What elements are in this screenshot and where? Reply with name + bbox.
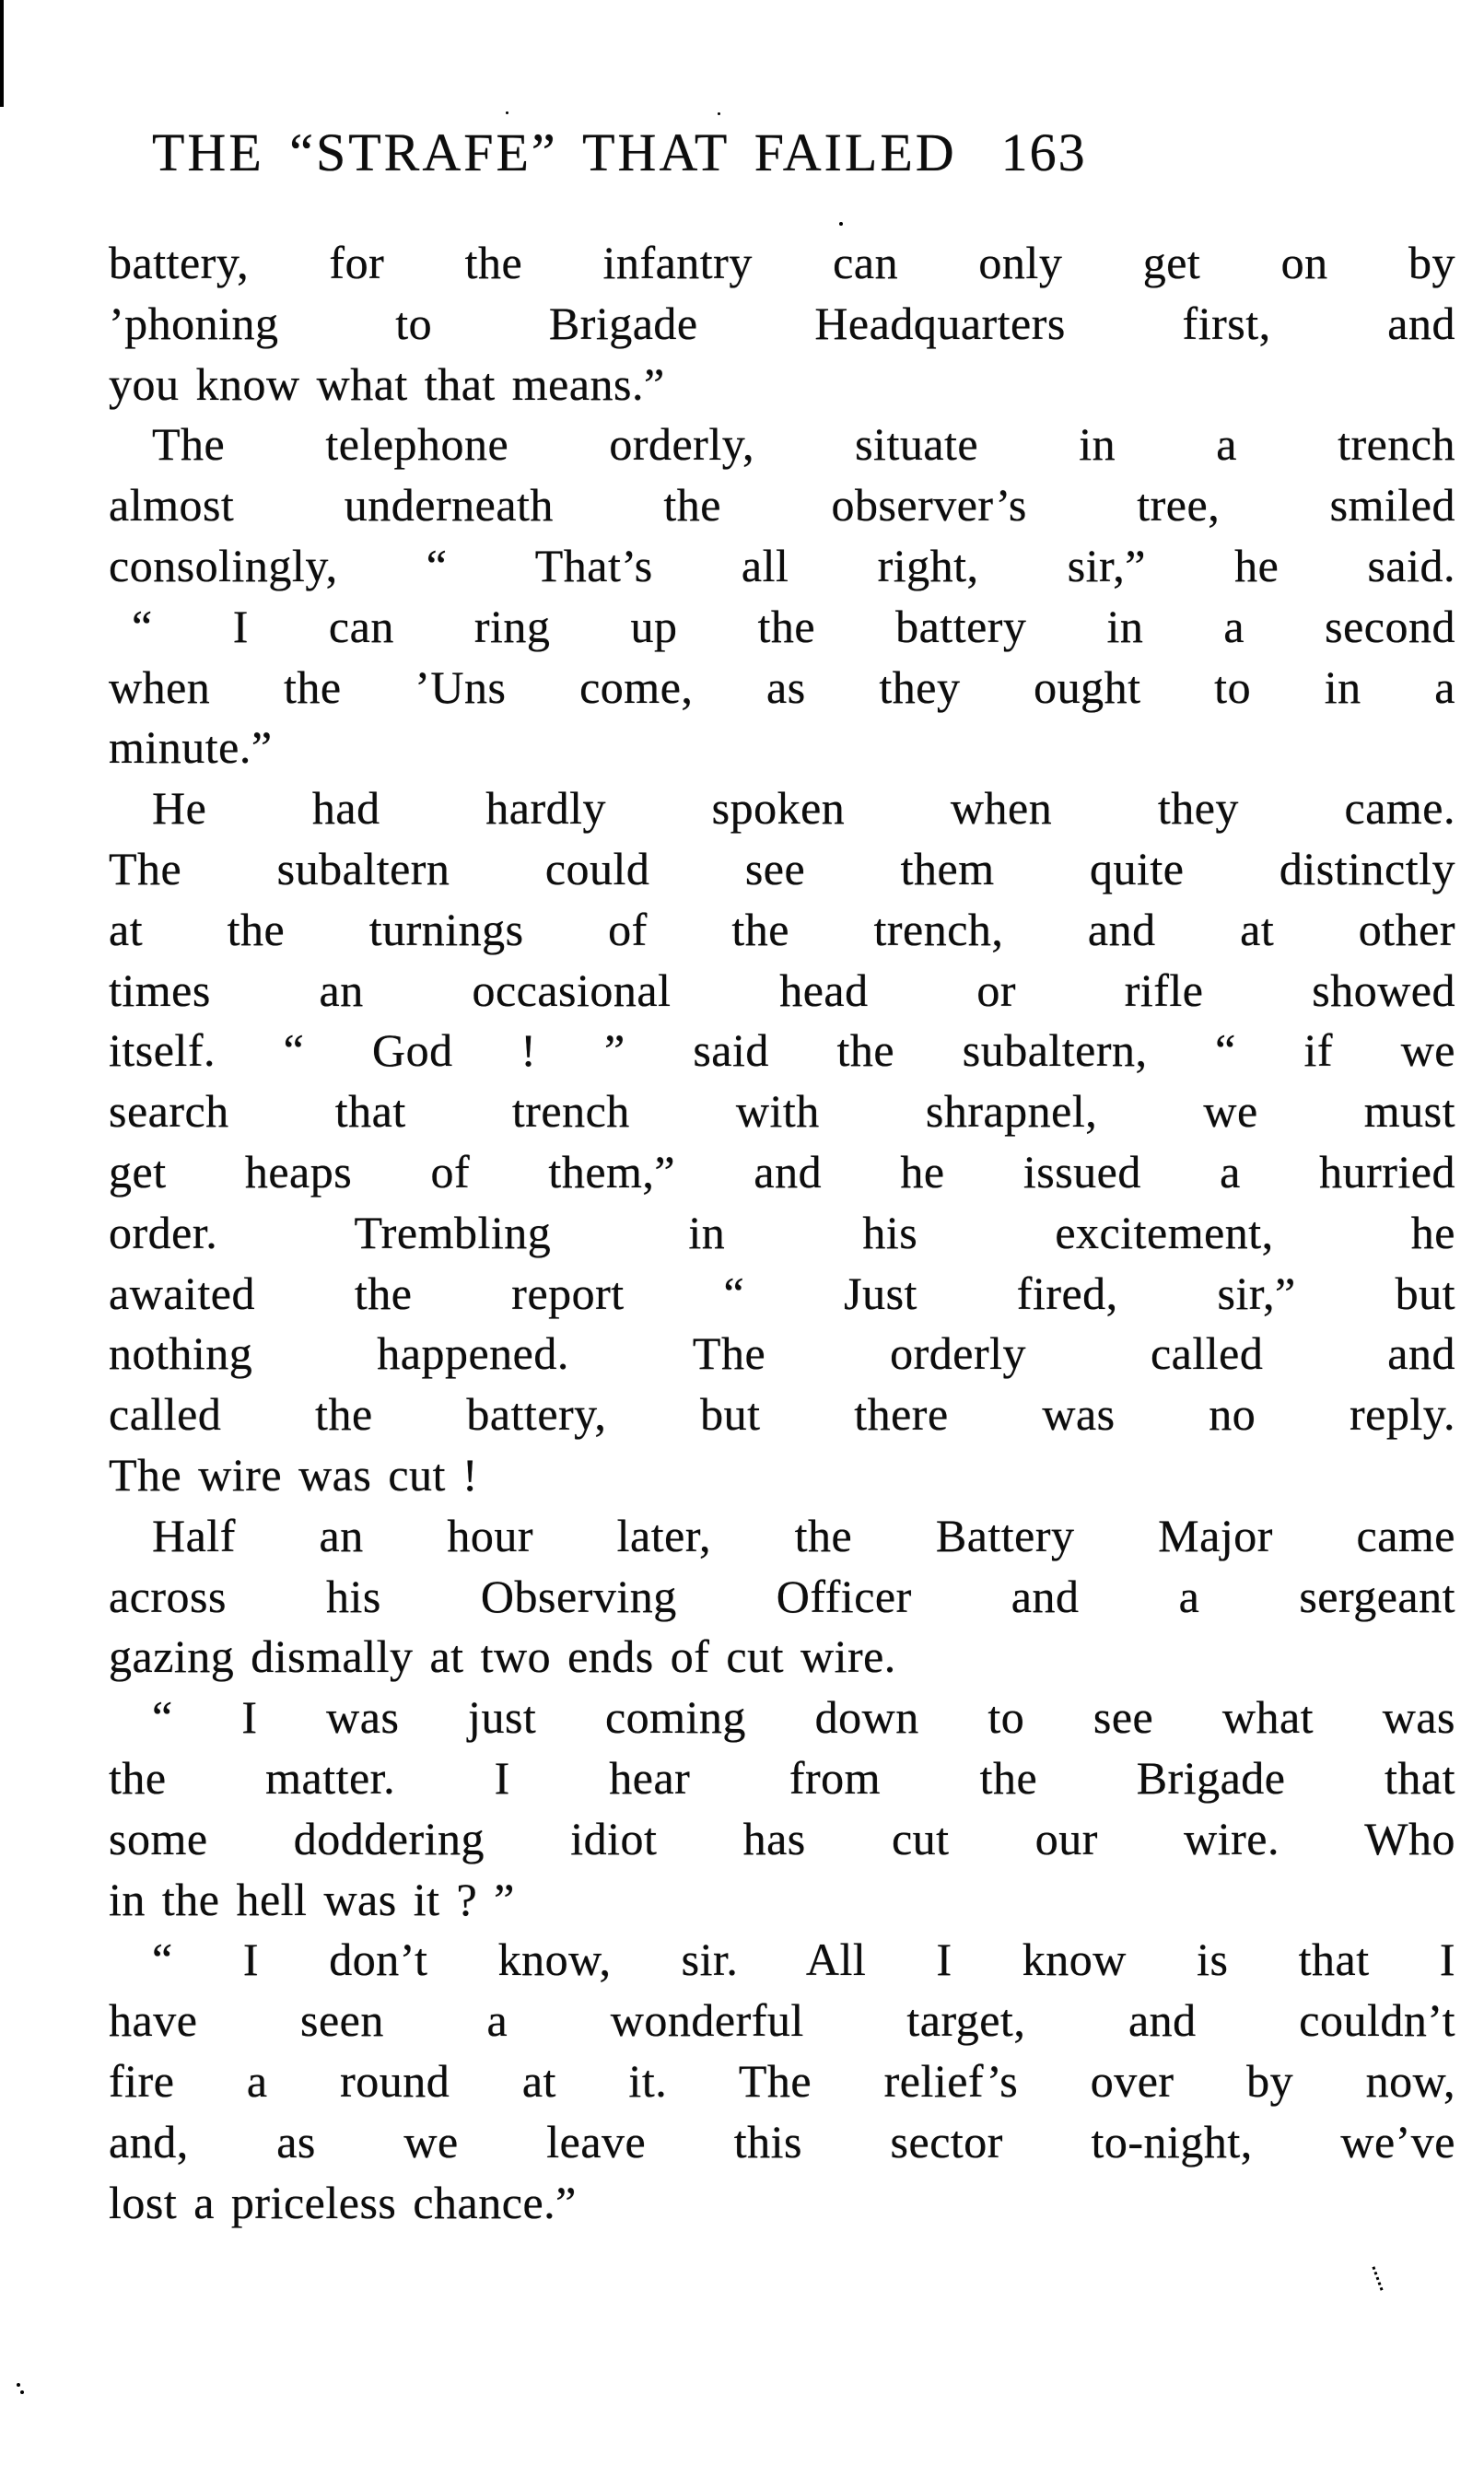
text-line: the matter. I hear from the Brigade that bbox=[109, 1751, 1455, 1804]
text-line: “ I don’t know, sir. All I know is that I bbox=[152, 1934, 1455, 1986]
text-line: gazing dismally at two ends of cut wire. bbox=[109, 1630, 896, 1683]
text-line: battery, for the infantry can only get on by bbox=[109, 237, 1455, 288]
text-line: at the turnings of the trench, and at other bbox=[109, 903, 1455, 955]
text-line: times an occasional head or rifle showed bbox=[109, 964, 1455, 1016]
text-line: have seen a wonderful target, and couldn’t bbox=[109, 1994, 1455, 2047]
text-line: ’phoning to Brigade Headquarters first, and bbox=[109, 297, 1455, 349]
scan-artifact-speck bbox=[839, 222, 843, 226]
text-line: He had hardly spoken when they came. bbox=[152, 782, 1455, 835]
text-line: across his Observing Officer and a sergeant bbox=[109, 1570, 1455, 1622]
chapter-title: THE “STRAFE” THAT FAILED bbox=[152, 123, 957, 182]
text-line: when the ’Uns come, as they ought to in a bbox=[109, 660, 1455, 713]
text-line: The subaltern could see them quite distinctly bbox=[109, 842, 1455, 894]
text-line: fire a round at it. The relief’s over by now, bbox=[109, 2054, 1455, 2107]
text-line: awaited the report “ Just fired, sir,” but bbox=[109, 1267, 1455, 1319]
text-line: search that trench with shrapnel, we must bbox=[109, 1085, 1455, 1138]
text-line: itself. “ God ! ” said the subaltern, “ if we bbox=[109, 1024, 1455, 1077]
text-line: called the battery, but there was no reply. bbox=[109, 1388, 1455, 1441]
running-header bbox=[109, 121, 1455, 185]
scan-artifact-scratch bbox=[1372, 2266, 1383, 2290]
scan-artifact-speck bbox=[17, 2383, 20, 2387]
text-line: “ I can ring up the battery in a second bbox=[132, 600, 1455, 652]
text-line: almost underneath the observer’s tree, smiled bbox=[109, 479, 1455, 532]
text-line: get heaps of them,” and he issued a hurried bbox=[109, 1145, 1455, 1198]
scan-artifact-edge-bar bbox=[0, 0, 4, 107]
page-text bbox=[109, 233, 1455, 2233]
text-line: in the hell was it ? ” bbox=[109, 1873, 515, 1925]
text-line: minute.” bbox=[109, 721, 273, 774]
text-line: consolingly, “ That’s all right, sir,” he said. bbox=[109, 539, 1455, 591]
text-line: “ I was just coming down to see what was bbox=[152, 1691, 1455, 1744]
text-line: order. Trembling in his excitement, he bbox=[109, 1206, 1455, 1258]
text-line: The telephone orderly, situate in a trench bbox=[152, 418, 1455, 471]
text-line: lost a priceless chance.” bbox=[109, 2176, 577, 2228]
page-number: 163 bbox=[1000, 123, 1087, 182]
text-line: you know what that means.” bbox=[109, 357, 665, 410]
scan-artifact-speck bbox=[506, 111, 508, 114]
text-line: and, as we leave this sector to-night, we’ve bbox=[109, 2115, 1455, 2167]
text-line: Half an hour later, the Battery Major came bbox=[152, 1509, 1455, 1561]
text-line: nothing happened. The orderly called and bbox=[109, 1327, 1455, 1380]
scan-artifact-speck bbox=[718, 112, 720, 115]
scan-artifact-speck bbox=[20, 2390, 24, 2394]
text-line: The wire was cut ! bbox=[109, 1448, 479, 1501]
text-line: some doddering idiot has cut our wire. Who bbox=[109, 1812, 1455, 1864]
